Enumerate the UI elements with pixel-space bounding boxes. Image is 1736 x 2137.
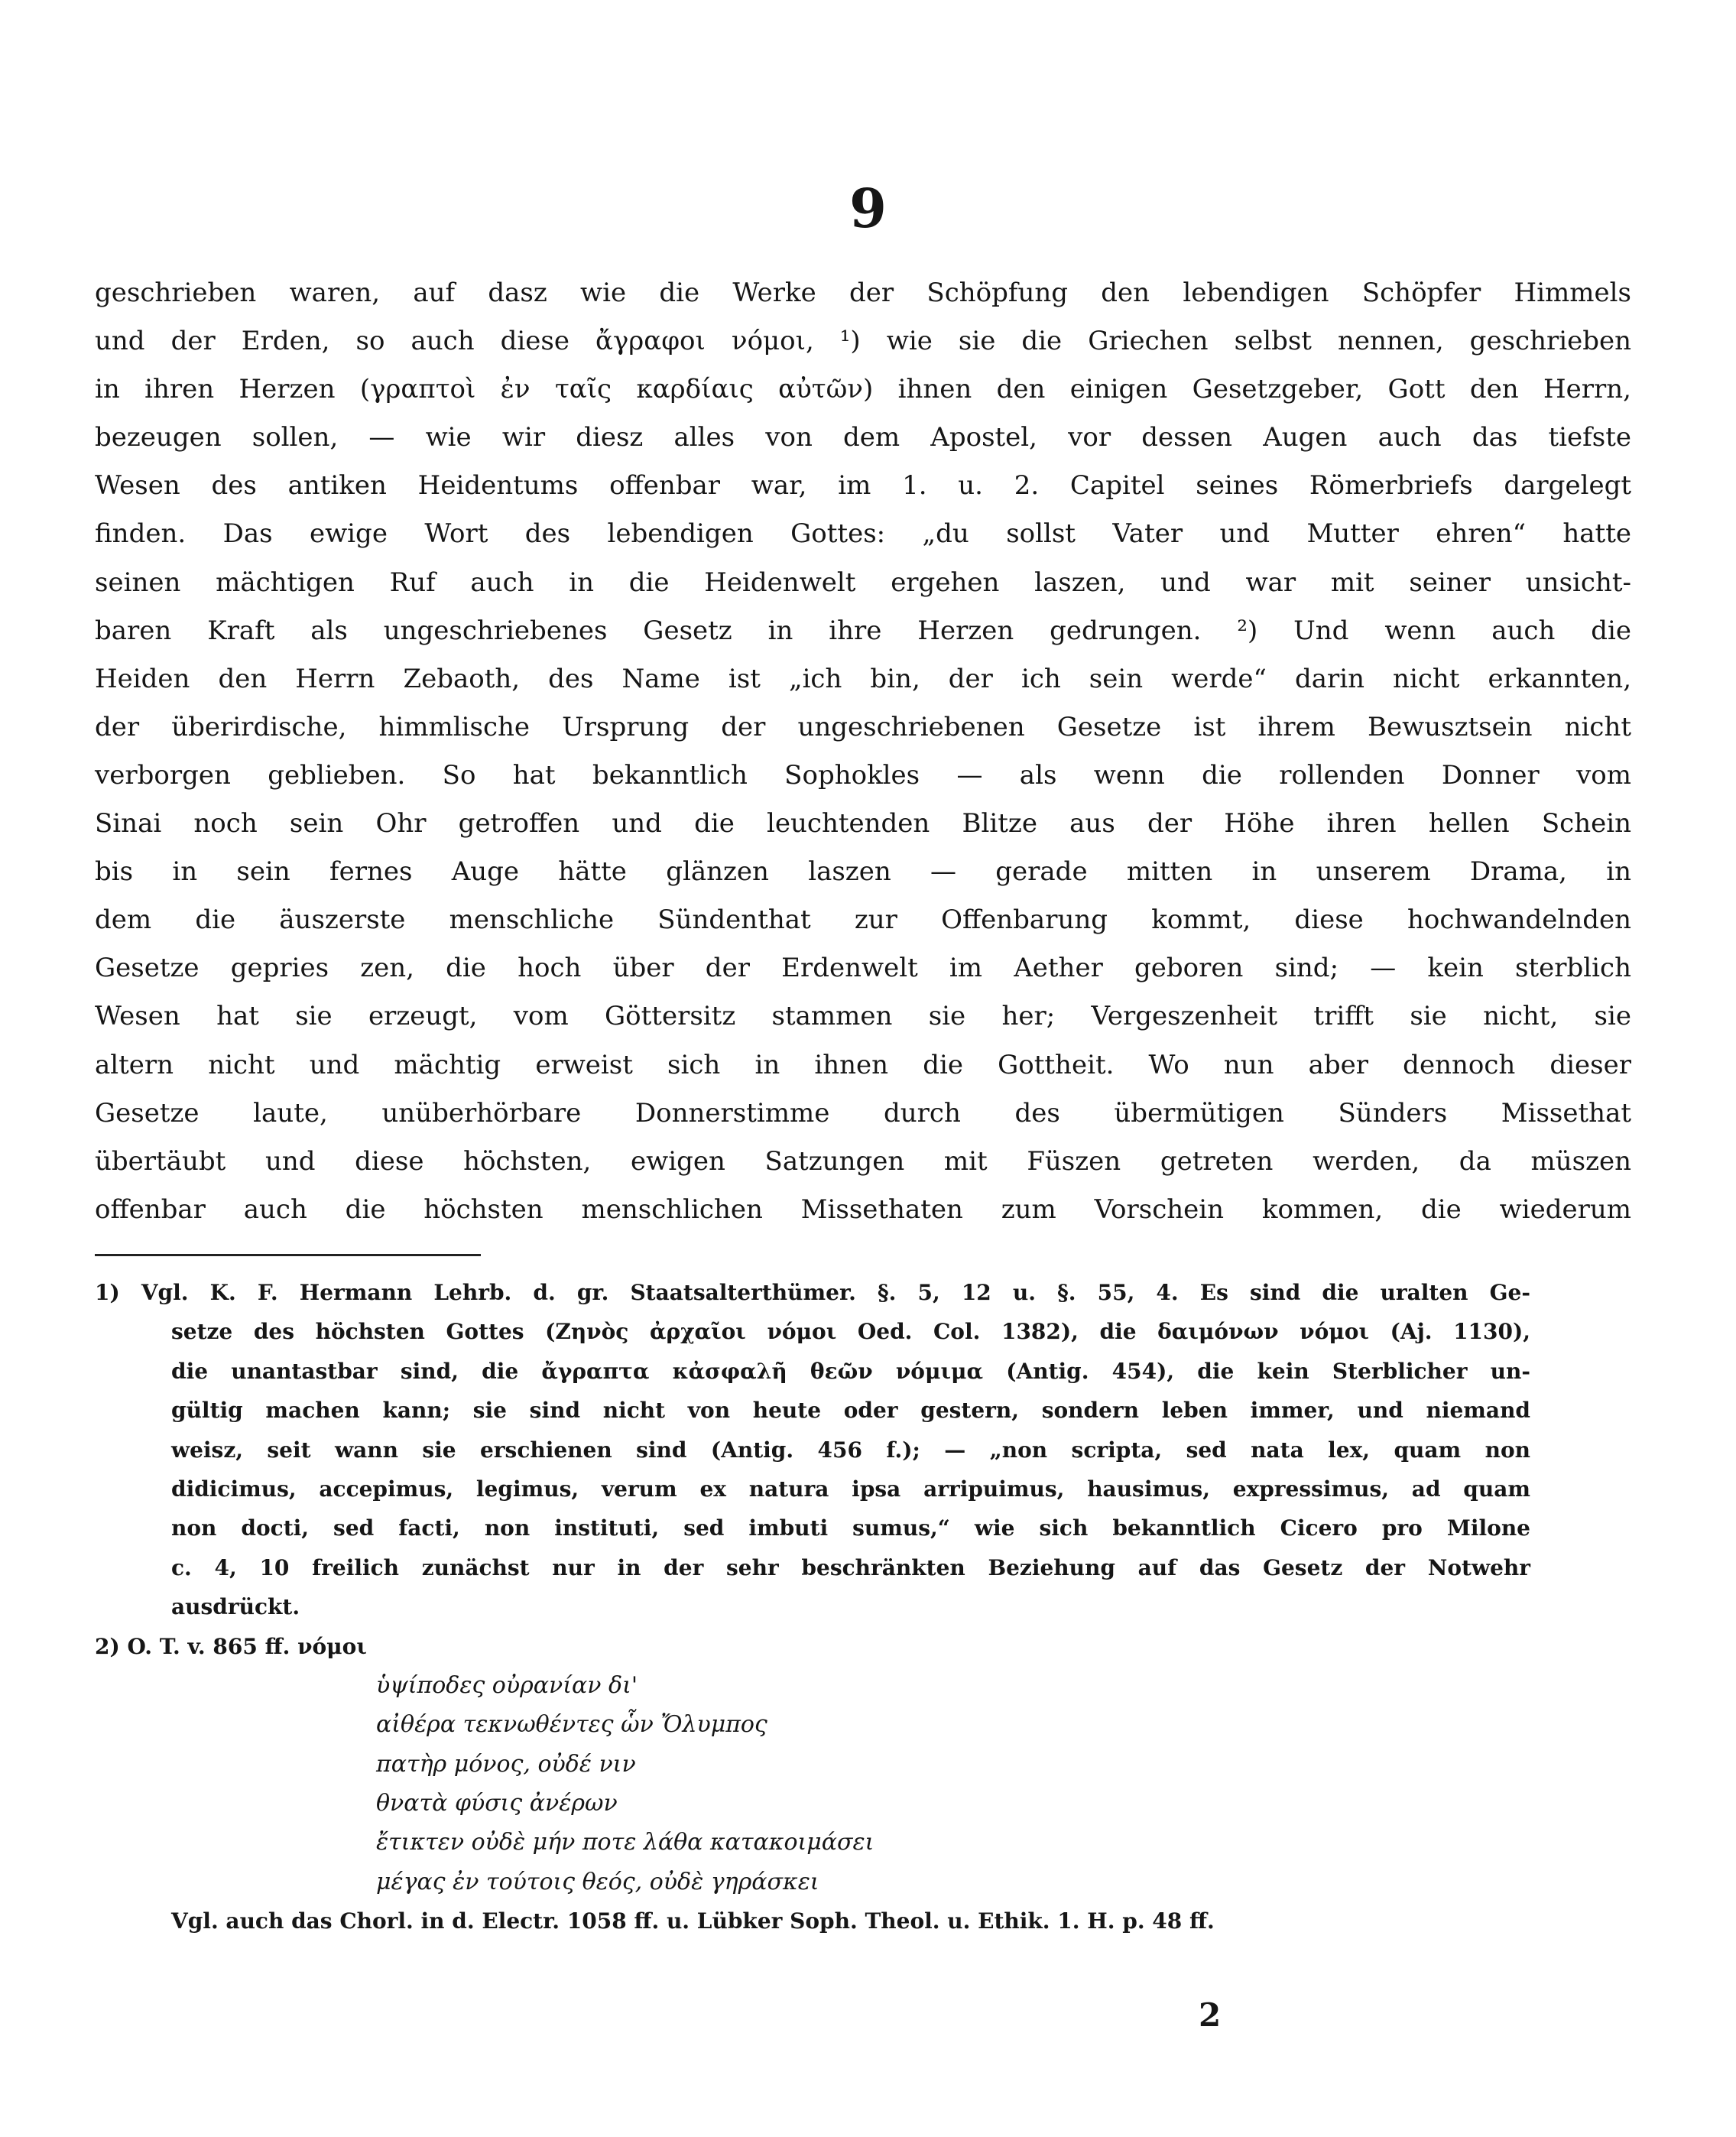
body-line: bis in sein fernes Auge hätte glänzen laszen — gerade mitten in unserem Drama, in bbox=[95, 856, 1631, 888]
body-line: Wesen des antiken Heidentums offenbar war, im 1. u. 2. Capitel seines Römerbriefs dargelegt bbox=[95, 470, 1631, 502]
signature-mark: 2 bbox=[1199, 1996, 1222, 2034]
body-line: finden. Das ewige Wort des lebendigen Gottes: „du sollst Vater und Mutter ehren“ hatte bbox=[95, 518, 1631, 550]
greek-verse-line: ἔτικτεν οὐδὲ μήν ποτε λάθα κατακοιμάσει bbox=[376, 1829, 874, 1856]
greek-verse-line: ὑψίποδες οὐρανίαν δι' bbox=[376, 1671, 638, 1699]
footnote-1-line: ausdrückt. bbox=[171, 1594, 300, 1620]
body-line: Gesetze gepries zen, die hoch über der Erdenwelt im Aether geboren sind; — kein sterblich bbox=[95, 953, 1631, 984]
greek-verse-line: μέγας ἐν τούτοις θεός, οὐδὲ γηράσκει bbox=[376, 1868, 819, 1895]
footnote-2-closing: Vgl. auch das Chorl. in d. Electr. 1058 ff. u. Lübker Soph. Theol. u. Ethik. 1. H. p. 48 ff. bbox=[171, 1908, 1215, 1934]
body-line: altern nicht und mächtig erweist sich in ihnen die Gottheit. Wo nun aber dennoch dieser bbox=[95, 1049, 1631, 1080]
footnote-1-line: non docti, sed facti, non instituti, sed imbuti sumus,“ wie sich bekanntlich Cicero pro Milone bbox=[171, 1515, 1530, 1541]
footnotes bbox=[95, 1273, 1530, 1941]
footnote-1-line: gültig machen kann; sie sind nicht von heute oder gestern, sondern leben immer, und niemand bbox=[171, 1398, 1530, 1424]
greek-verse-line: αἰθέρα τεκνωθέντες ὧν Ὄλυμπος bbox=[376, 1711, 767, 1739]
footnote-2-intro: 2) O. T. v. 865 ff. νόμοι bbox=[95, 1633, 367, 1659]
body-line: in ihren Herzen (γραπτοὶ ἐν ταῖς καρδίαις αὐτῶν) ihnen den einigen Gesetzgeber, Gott den Herrn, bbox=[95, 374, 1631, 405]
footnote-1-line: didicimus, accepimus, legimus, verum ex natura ipsa arripuimus, hausimus, expressimus, ad quam bbox=[171, 1476, 1530, 1502]
footnote-1-line: setze des höchsten Gottes (Ζηνὸς ἀρχαῖοι νόμοι Oed. Col. 1382), die δαιμόνων νόμοι (Aj. 1130), bbox=[171, 1319, 1530, 1345]
body-line: seinen mächtigen Ruf auch in die Heidenwelt ergehen laszen, und war mit seiner unsicht- bbox=[95, 567, 1631, 598]
body-line: baren Kraft als ungeschriebenes Gesetz in ihre Herzen gedrungen. ²) Und wenn auch die bbox=[95, 615, 1631, 646]
greek-verse-line: θνατὰ φύσις ἀνέρων bbox=[376, 1790, 618, 1817]
body-line: Gesetze laute, unüberhörbare Donnerstimme durch des übermütigen Sünders Missethat bbox=[95, 1097, 1631, 1129]
body-line: bezeugen sollen, — wie wir diesz alles von dem Apostel, vor dessen Augen auch das tiefste bbox=[95, 422, 1631, 453]
body-text bbox=[95, 269, 1631, 1234]
footnote-1-line: c. 4, 10 freilich zunächst nur in der sehr beschränkten Beziehung auf das Gesetz der Notwehr bbox=[171, 1554, 1530, 1580]
footnote-1-line: weisz, seit wann sie erschienen sind (Antig. 456 f.); — „non scripta, sed nata lex, quam non bbox=[171, 1437, 1530, 1463]
body-line: übertäubt und diese höchsten, ewigen Satzungen mit Füszen getreten werden, da müszen bbox=[95, 1145, 1631, 1177]
body-line: Heiden den Herrn Zebaoth, des Name ist „ich bin, der ich sein werde“ darin nicht erkannten, bbox=[95, 663, 1631, 694]
body-line: Sinai noch sein Ohr getroffen und die leuchtenden Blitze aus der Höhe ihren hellen Schein bbox=[95, 808, 1631, 840]
body-line: verborgen geblieben. So hat bekanntlich Sophokles — als wenn die rollenden Donner vom bbox=[95, 759, 1631, 791]
body-line: und der Erden, so auch diese ἄγραφοι νόμοι, ¹) wie sie die Griechen selbst nennen, geschrieben bbox=[95, 326, 1631, 357]
body-line: Wesen hat sie erzeugt, vom Göttersitz stammen sie her; Vergeszenheit trifft sie nicht, sie bbox=[95, 1001, 1631, 1032]
body-line: offenbar auch die höchsten menschlichen Missethaten zum Vorschein kommen, die wiederum bbox=[95, 1194, 1631, 1225]
page-number: 9 bbox=[849, 177, 887, 240]
footnote-divider bbox=[95, 1254, 481, 1256]
greek-verse-line: πατὴρ μόνος, οὐδέ νιν bbox=[376, 1750, 636, 1778]
body-line: geschrieben waren, auf dasz wie die Werke der Schöpfung den lebendigen Schöpfer Himmels bbox=[95, 278, 1631, 308]
body-line: der überirdische, himmlische Ursprung der ungeschriebenen Gesetze ist ihrem Bewusztsein nicht bbox=[95, 711, 1631, 742]
footnote-1-line: 1) Vgl. K. F. Hermann Lehrb. d. gr. Staatsalterthümer. §. 5, 12 u. §. 55, 4. Es sind die uralten Ge- bbox=[95, 1280, 1530, 1305]
body-line: dem die äuszerste menschliche Sündenthat zur Offenbarung kommt, diese hochwandelnden bbox=[95, 904, 1631, 936]
footnote-1-line: die unantastbar sind, die ἄγραπτα κἀσφαλῆ θεῶν νόμιμα (Antig. 454), die kein Sterblicher un- bbox=[171, 1358, 1530, 1384]
